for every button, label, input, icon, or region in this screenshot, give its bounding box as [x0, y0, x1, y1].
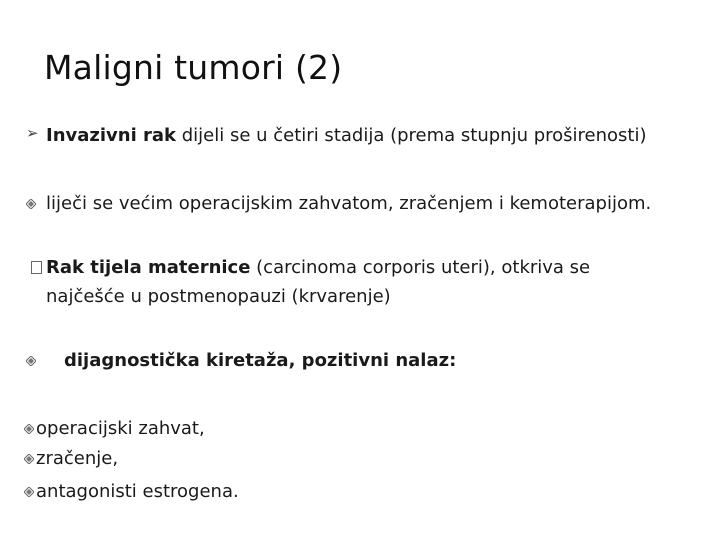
bullet-text: (carcinoma corporis uteri), otkriva se — [250, 257, 591, 278]
diamond-bullet-icon — [24, 424, 34, 434]
arrow-bullet-icon: ➢ — [26, 124, 39, 142]
square-bullet-icon — [31, 261, 42, 274]
bullet-operacijski — [36, 417, 205, 441]
bullet-bold-text: Rak tijela maternice — [46, 257, 251, 278]
diamond-bullet-icon — [24, 487, 34, 497]
bullet-text: operacijski zahvat, — [36, 418, 205, 439]
bullet-bold-text: dijagnostička kiretaža, pozitivni nalaz: — [64, 350, 457, 371]
bullet-text: dijeli se u četiri stadija (prema stupnju proširenosti) — [176, 125, 647, 146]
bullet-rak-tijela — [46, 256, 590, 280]
bullet-invazivni-rak — [46, 124, 646, 148]
bullet-dijagnosticka — [64, 349, 456, 373]
bullet-lijeci — [46, 192, 651, 216]
bullet-text: antagonisti estrogena. — [36, 481, 239, 502]
bullet-text: najčešće u postmenopauzi (krvarenje) — [46, 286, 391, 307]
diamond-bullet-icon — [24, 454, 34, 464]
bullet-bold-text: Invazivni rak — [46, 125, 177, 146]
bullet-text: liječi se većim operacijskim zahvatom, zračenjem i kemoterapijom. — [46, 193, 652, 214]
bullet-zracenje — [36, 447, 118, 471]
diamond-bullet-icon — [26, 199, 36, 209]
diamond-bullet-icon — [26, 356, 36, 366]
slide-title: Maligni tumori (2) — [44, 48, 343, 87]
bullet-text: zračenje, — [36, 448, 119, 469]
bullet-rak-tijela-line2 — [46, 285, 391, 309]
bullet-antagonisti — [36, 480, 239, 504]
